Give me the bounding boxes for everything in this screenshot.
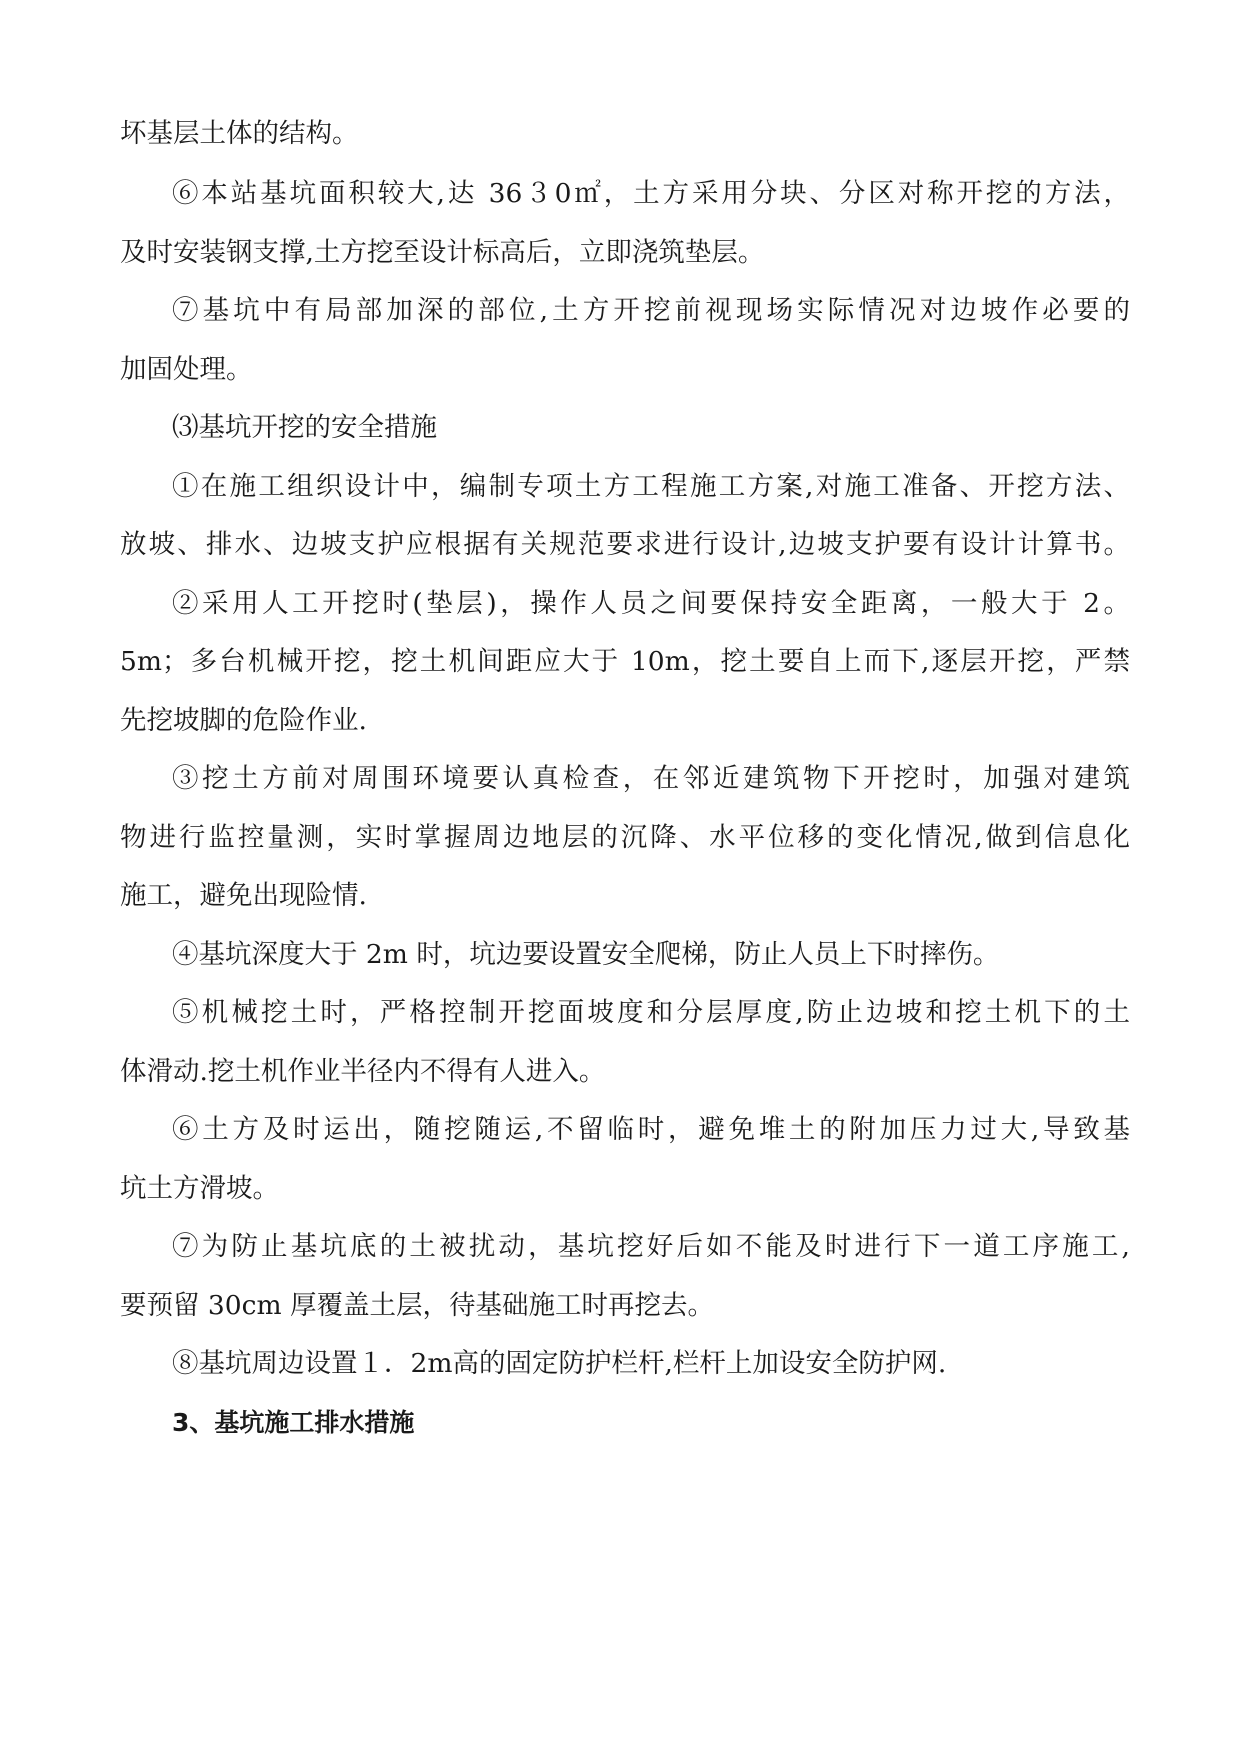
paragraph-line: 5m；多台机械开挖，挖土机间距应大于 10m，挖土要自上而下,逐层开挖，严禁 xyxy=(120,646,1130,677)
subsection-title: ⑶基坑开挖的安全措施 xyxy=(172,412,437,443)
paragraph-line: 放坡、排水、边坡支护应根据有关规范要求进行设计,边坡支护要有设计计算书。 xyxy=(120,529,1130,560)
paragraph-line: 物进行监控量测，实时掌握周边地层的沉降、水平位移的变化情况,做到信息化 xyxy=(120,822,1130,853)
paragraph-line: ①在施工组织设计中，编制专项土方工程施工方案,对施工准备、开挖方法、 xyxy=(172,471,1130,502)
paragraph-line: ③挖土方前对周围环境要认真检查，在邻近建筑物下开挖时，加强对建筑 xyxy=(172,763,1130,794)
paragraph-line: ⑥本站基坑面积较大,达 36３0㎡，土方采用分块、分区对称开挖的方法， xyxy=(172,178,1130,209)
paragraph-line: ⑦为防止基坑底的土被扰动，基坑挖好后如不能及时进行下一道工序施工, xyxy=(172,1231,1130,1262)
section-heading: 3、基坑施工排水措施 xyxy=(172,1408,415,1437)
paragraph-line: 加固处理。 xyxy=(120,354,253,385)
paragraph-line: 体滑动.挖土机作业半径内不得有人进入。 xyxy=(120,1056,606,1087)
paragraph-line: ②采用人工开挖时(垫层)，操作人员之间要保持安全距离，一般大于 2。 xyxy=(172,588,1130,619)
paragraph-line: 要预留 30cm 厚覆盖土层，待基础施工时再挖去。 xyxy=(120,1290,715,1321)
paragraph-line: 施工，避免出现险情. xyxy=(120,880,367,911)
paragraph-line: 坑土方滑坡。 xyxy=(120,1173,279,1204)
paragraph-line: 先挖坡脚的危险作业. xyxy=(120,705,367,736)
paragraph-line: ⑥土方及时运出，随挖随运,不留临时，避免堆土的附加压力过大,导致基 xyxy=(172,1114,1130,1145)
paragraph-line: ⑦基坑中有局部加深的部位,土方开挖前视现场实际情况对边坡作必要的 xyxy=(172,295,1130,326)
paragraph-line: ⑤机械挖土时，严格控制开挖面坡度和分层厚度,防止边坡和挖土机下的土 xyxy=(172,997,1130,1028)
paragraph-line: 及时安装钢支撑,土方挖至设计标高后，立即浇筑垫层。 xyxy=(120,237,765,268)
paragraph-line: ④基坑深度大于 2m 时，坑边要设置安全爬梯，防止人员上下时摔伤。 xyxy=(172,939,1000,970)
paragraph-line: 坏基层土体的结构。 xyxy=(120,118,359,149)
paragraph-line: ⑧基坑周边设置１．2m高的固定防护栏杆,栏杆上加设安全防护网. xyxy=(172,1348,947,1379)
